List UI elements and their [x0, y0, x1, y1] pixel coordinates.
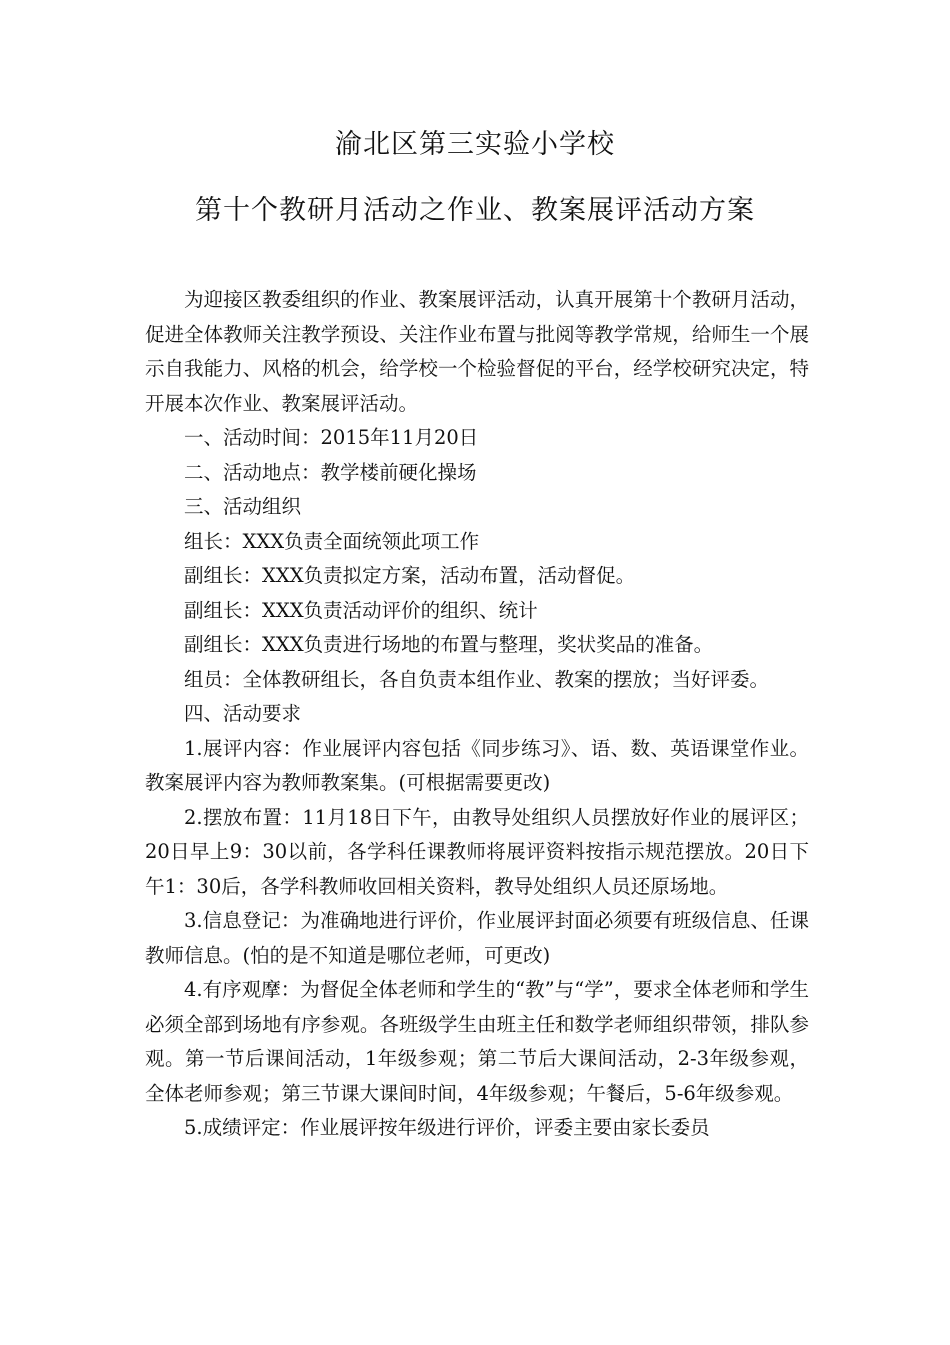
section-heading-organization: 三、活动组织: [184, 495, 302, 518]
school-title: 渝北区第三实验小学校: [335, 129, 615, 160]
requirement-observation: 4.有序观摩：为督促全体老师和学生的“教”与“学”，要求全体老师和学生必须全部到场地有序参观。各班级学生由班主任和数学老师组织带领，排队参观。第一节后课间活动，1年级参观；第二节后大课间活动，2-3年级参观，全体老师参观；第三节课大课间时间，4年级参观；午餐后，5-6年级参观。: [145, 978, 809, 1105]
requirement-registration: 3.信息登记：为准确地进行评价，作业展评封面必须要有班级信息、任课教师信息。(怕的是不知道是哪位老师，可更改): [145, 909, 809, 967]
activity-time: 一、活动时间：2015年11月20日: [184, 426, 479, 449]
deputy-leader-3: 副组长：XXX负责进行场地的布置与整理，奖状奖品的准备。: [184, 633, 714, 656]
activity-location: 二、活动地点：教学楼前硬化操场: [184, 460, 477, 484]
requirement-evaluation: 5.成绩评定：作业展评按年级进行评价，评委主要由家长委员: [184, 1116, 710, 1139]
document-body: [145, 283, 809, 1146]
team-leader: 组长：XXX负责全面统领此项工作: [184, 529, 480, 553]
section-heading-requirements: 四、活动要求: [184, 702, 302, 725]
deputy-leader-2: 副组长：XXX负责活动评价的组织、统计: [184, 598, 538, 622]
intro-paragraph: 为迎接区教委组织的作业、教案展评活动，认真开展第十个教研月活动，促进全体教师关注教学预设、关注作业布置与批阅等教学常规，给师生一个展示自我能力、风格的机会，给学校一个检验督促的平台，经学校研究决定，特开展本次作业、教案展评活动。: [145, 288, 809, 415]
team-members: 组员：全体教研组长，各自负责本组作业、教案的摆放；当好评委。: [184, 667, 770, 691]
requirement-content: 1.展评内容：作业展评内容包括《同步练习》、语、数、英语课堂作业。教案展评内容为教师教案集。(可根据需要更改): [145, 736, 809, 794]
plan-title: 第十个教研月活动之作业、教案展评活动方案: [195, 195, 755, 226]
deputy-leader-1: 副组长：XXX负责拟定方案，活动布置，活动督促。: [184, 564, 636, 587]
requirement-arrangement: 2.摆放布置：11月18日下午，由教导处组织人员摆放好作业的展评区；20日早上9：30以前，各学科任课教师将展评资料按指示规范摆放。20日下午1：30后，各学科教师收回相关资料，教导处组织人员还原场地。: [145, 805, 809, 898]
